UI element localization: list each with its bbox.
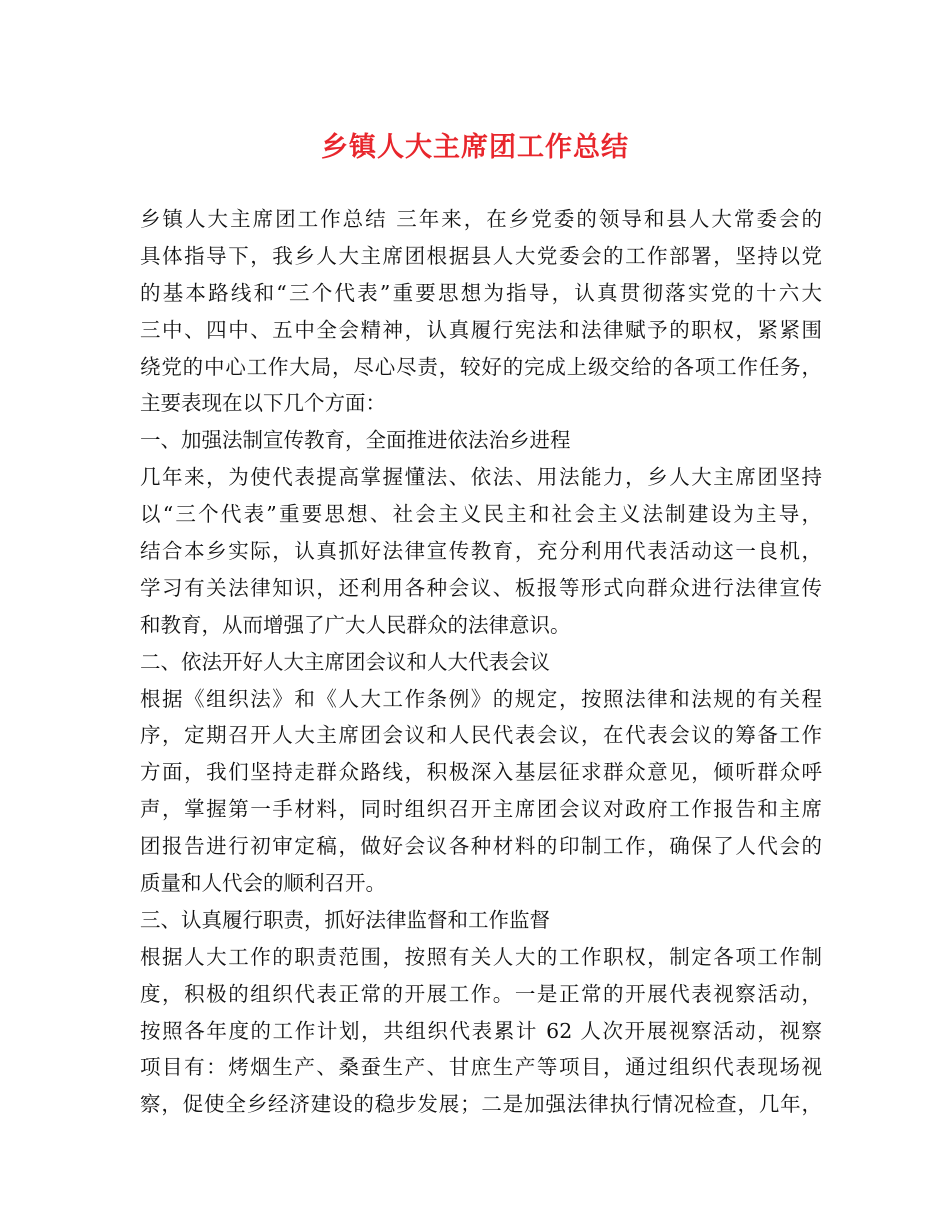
body-text-line: 三、认真履行职责，抓好法律监督和工作监督 [140,907,550,932]
body-text-line: 三中、四中、五中全会精神，认真履行宪法和法律赋予的职权，紧紧围 [140,317,822,342]
body-text-line: 一、加强法制宣传教育，全面推进依法治乡进程 [140,428,571,453]
document-title: 乡镇人大主席团工作总结 [321,132,629,163]
body-text-line: 序，定期召开人大主席团会议和人民代表会议，在代表会议的筹备工作 [140,723,822,748]
body-text-line: 几年来，为使代表提高掌握懂法、依法、用法能力，乡人大主席团坚持 [140,465,822,490]
body-text-line: 二、依法开好人大主席团会议和人大代表会议 [140,649,550,674]
body-text-line: 方面，我们坚持走群众路线，积极深入基层征求群众意见，倾听群众呼 [140,760,822,785]
body-text-line: 根据人大工作的职责范围，按照有关人大的工作职权，制定各项工作制 [140,944,822,969]
body-text-line: 结合本乡实际，认真抓好法律宣传教育，充分利用代表活动这一良机， [140,539,822,564]
body-text-line: 质量和人代会的顺利召开。 [140,871,386,896]
body-text-line: 根据《组织法》和《人大工作条例》的规定，按照法律和法规的有关程 [140,686,822,711]
body-text-line: 乡镇人大主席团工作总结 三年来，在乡党委的领导和县人大常委会的 [140,207,822,231]
body-text-line: 察，促使全乡经济建设的稳步发展；二是加强法律执行情况检查，几年， [140,1092,822,1117]
body-text-line: 团报告进行初审定稿，做好会议各种材料的印制工作，确保了人代会的 [140,834,822,859]
body-text-line: 和教育，从而增强了广大人民群众的法律意识。 [140,612,571,637]
body-text-line: 具体指导下，我乡人大主席团根据县人大党委会的工作部署，坚持以党 [140,243,822,268]
body-text-line: 以“三个代表”重要思想、社会主义民主和社会主义法制建设为主导， [140,502,822,527]
body-text-line: 的基本路线和“三个代表”重要思想为指导，认真贯彻落实党的十六大 [140,280,822,305]
body-text-line: 按照各年度的工作计划，共组织代表累计 62 人次开展视察活动，视察 [140,1018,822,1043]
body-text-line: 学习有关法律知识，还利用各种会议、板报等形式向群众进行法律宣传 [140,575,822,600]
body-text-line: 项目有：烤烟生产、桑蚕生产、甘庶生产等项目，通过组织代表现场视 [140,1055,822,1080]
body-text-line: 度，积极的组织代表正常的开展工作。一是正常的开展代表视察活动， [140,981,822,1006]
body-text-line: 绕党的中心工作大局，尽心尽责，较好的完成上级交给的各项工作任务， [140,354,822,379]
document-body [140,201,822,1123]
body-text-line: 声，掌握第一手材料，同时组织召开主席团会议对政府工作报告和主席 [140,797,822,822]
body-text-line: 主要表现在以下几个方面： [140,391,386,416]
